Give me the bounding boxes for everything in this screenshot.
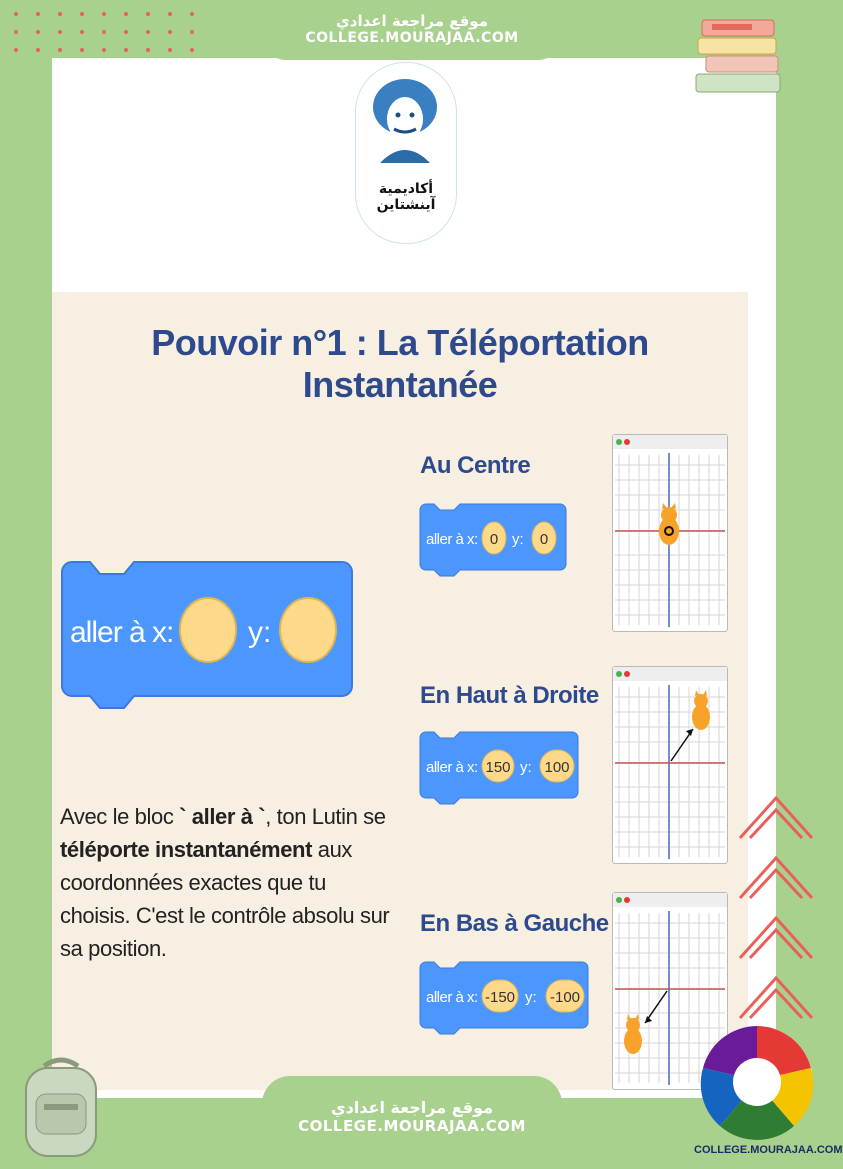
svg-text:150: 150 [485,759,511,776]
slide [52,292,748,1090]
top-site-banner[interactable] [262,6,562,60]
cat-sprite-icon [659,503,679,545]
block-label-x: aller à x: [70,616,174,649]
cat-sprite-icon [692,690,710,730]
stage-grid-top-right [613,667,727,863]
stage-top-right [612,666,728,864]
academy-logo [355,62,457,244]
books-stack-icon [692,12,792,98]
svg-text:0: 0 [539,531,549,548]
slide-description: Avec le bloc ` aller à `, ton Lutin se téléporte instantanément aux coordonnées exactes que tu choisis. C'est le contrôle absolu sur sa position. [60,804,390,961]
svg-text:y:: y: [512,531,524,548]
example-title-top-right: En Haut à Droite [420,682,599,709]
svg-text:y:: y: [525,989,537,1006]
goto-xy-block-top-right [420,726,580,810]
backpack-icon [8,1054,114,1164]
goto-xy-block-large [60,550,354,706]
stage-grid-center [613,435,727,631]
site-arabic-name: موقع مراجعة اعدادي [336,12,488,30]
svg-text:aller à x:: aller à x: [426,759,478,776]
decorative-dots [14,12,214,62]
scratch-block-shape [60,550,354,706]
footer-domain: COLLEGE.MOURAJAA.COM [298,1117,526,1135]
stage-center [612,434,728,632]
svg-text:aller à x:: aller à x: [426,989,478,1006]
subjects-wheel-icon [694,1022,820,1144]
svg-text:-150: -150 [484,989,516,1006]
svg-text:0: 0 [489,531,499,548]
goto-xy-block-bottom-left [420,956,590,1040]
block-label-y: y: [248,616,272,649]
academy-arabic-name: أكاديمية آينشتاين [376,181,436,213]
svg-text:y:: y: [520,759,532,776]
chevrons-up-icon [736,790,816,1030]
site-domain: COLLEGE.MOURAJAA.COM [305,30,519,46]
einstein-portrait-icon [370,73,440,163]
svg-text:100: 100 [544,759,570,776]
svg-text:-100: -100 [549,989,581,1006]
bottom-site-banner[interactable] [262,1076,562,1156]
slide-title: Pouvoir n°1 : La Téléportation Instantanée [151,322,649,405]
example-title-bottom-left: En Bas à Gauche [420,910,609,937]
goto-xy-block-center [420,498,568,582]
svg-text:aller à x:: aller à x: [426,531,478,548]
footer-logo-text: COLLEGE.MOURAJAA.COM [694,1144,843,1156]
example-title-center: Au Centre [420,452,531,479]
footer-arabic-name: موقع مراجعة اعدادي [330,1098,494,1117]
college-mourajaa-logo[interactable] [694,1022,843,1168]
